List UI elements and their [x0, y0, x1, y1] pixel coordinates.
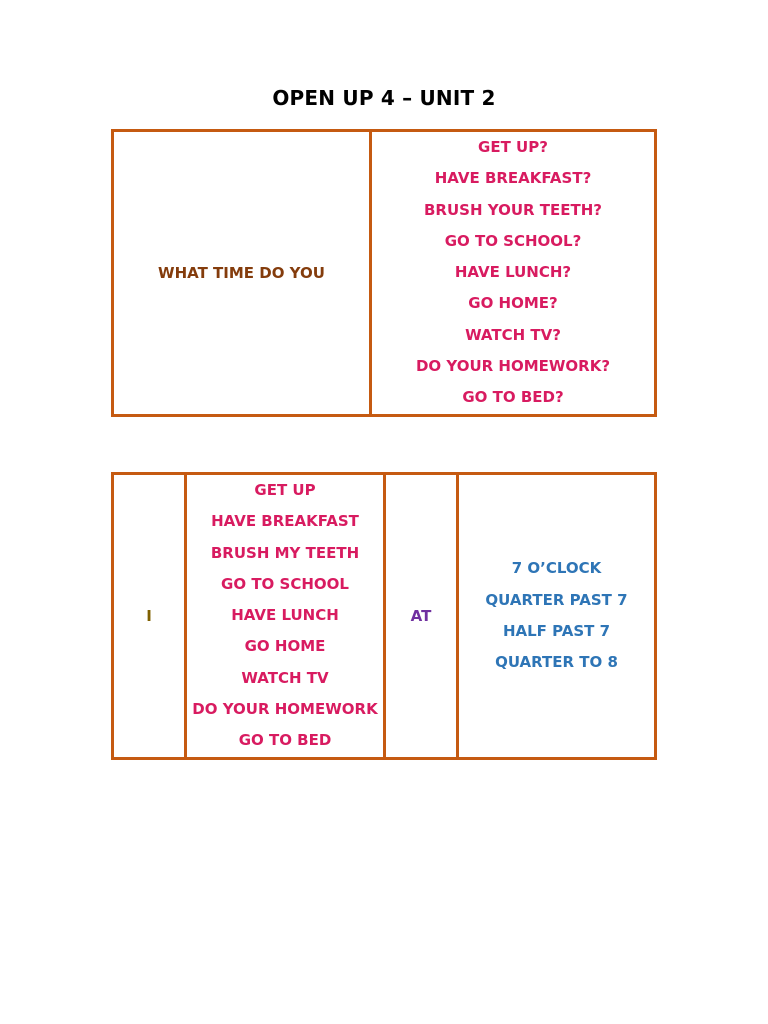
list-item: BRUSH YOUR TEETH? — [424, 200, 602, 219]
list-item: GO TO SCHOOL — [221, 574, 349, 593]
list-item: GET UP — [254, 481, 316, 499]
question-items-list — [372, 132, 654, 414]
subject-pronoun: I — [146, 607, 152, 626]
list-item: DO YOUR HOMEWORK — [192, 700, 378, 719]
question-stem-cell — [113, 131, 371, 416]
times-cell — [458, 474, 656, 759]
list-item: QUARTER PAST 7 — [485, 590, 628, 609]
answer-row — [113, 474, 656, 759]
list-item: HAVE BREAKFAST — [211, 512, 359, 531]
list-item: GO TO SCHOOL? — [444, 231, 582, 250]
question-stem: WHAT TIME DO YOU — [158, 264, 325, 283]
list-item: GO TO BED — [238, 731, 332, 750]
question-items-cell — [371, 131, 656, 416]
preposition: AT — [410, 607, 432, 626]
page-title: OPEN UP 4 – UNIT 2 — [272, 86, 496, 110]
question-row — [113, 131, 656, 416]
list-item: WATCH TV? — [465, 325, 561, 344]
list-item: HAVE LUNCH — [231, 606, 339, 625]
subject-cell — [113, 474, 186, 759]
list-item: BRUSH MY TEETH — [210, 543, 360, 562]
list-item: HALF PAST 7 — [502, 621, 611, 640]
list-item: DO YOUR HOMEWORK? — [415, 357, 611, 376]
answer-table — [111, 472, 657, 760]
times-list — [459, 553, 654, 678]
question-table — [111, 129, 657, 417]
preposition-cell — [385, 474, 458, 759]
list-item: GO TO BED? — [462, 388, 564, 407]
activities-list — [187, 475, 383, 757]
list-item: HAVE LUNCH? — [454, 263, 572, 282]
list-item: 7 O’CLOCK — [511, 559, 602, 578]
list-item: HAVE BREAKFAST? — [434, 169, 592, 188]
activities-cell — [186, 474, 385, 759]
list-item: QUARTER TO 8 — [495, 653, 618, 672]
list-item: WATCH TV — [241, 668, 329, 687]
list-item: GO HOME — [244, 637, 326, 656]
list-item: GO HOME? — [468, 294, 558, 313]
list-item: GET UP? — [478, 138, 548, 156]
